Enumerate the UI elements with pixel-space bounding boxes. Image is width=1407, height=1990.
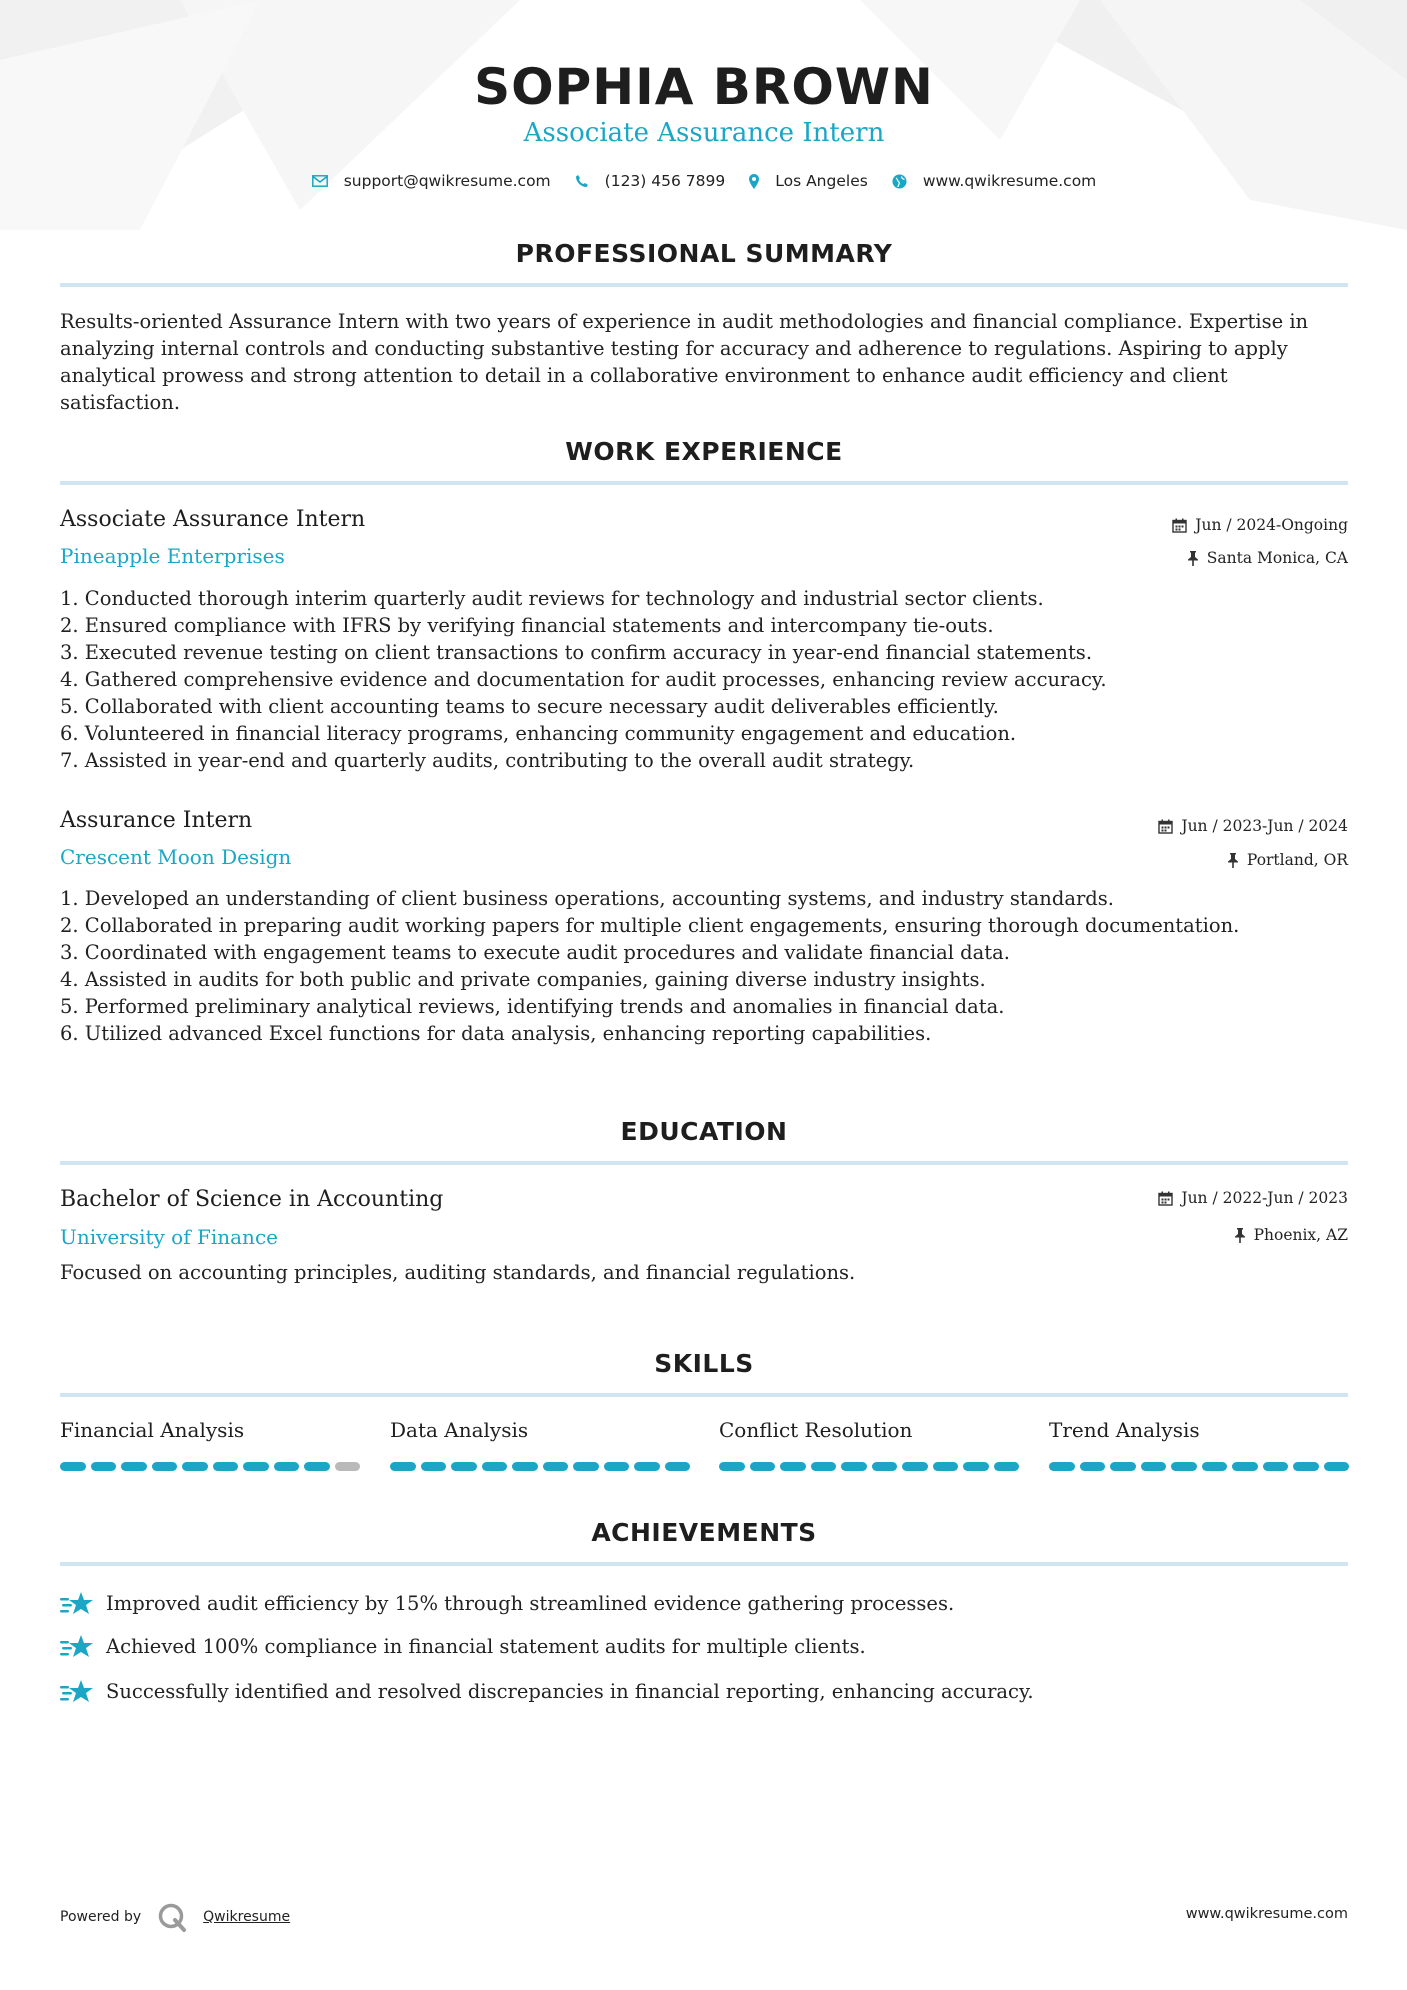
contact-location [749, 172, 868, 190]
skill-segment-filled [152, 1462, 178, 1471]
globe-icon [892, 174, 907, 189]
skill-segment-filled [1232, 1462, 1258, 1471]
skill-segment-filled [1171, 1462, 1197, 1471]
job-bullets [60, 585, 1348, 774]
skill-segment-filled [963, 1462, 989, 1471]
skill-segment-filled [451, 1462, 477, 1471]
skill-item [719, 1418, 1019, 1471]
list-item: 2. Ensured compliance with IFRS by verifying financial statements and intercompany tie-outs. [60, 614, 994, 637]
skill-segment-filled [121, 1462, 147, 1471]
skill-segment-filled [811, 1462, 837, 1471]
skill-segment-filled [1324, 1462, 1350, 1471]
job-dates: Jun / 2024-Ongoing [1172, 516, 1348, 534]
skills-heading: SKILLS [654, 1349, 754, 1378]
experience-divider [60, 481, 1348, 485]
achievement-item [60, 1677, 1034, 1705]
skill-segment-filled [1202, 1462, 1228, 1471]
skill-name: Financial Analysis [60, 1418, 245, 1442]
list-item: 4. Gathered comprehensive evidence and documentation for audit processes, enhancing review accuracy. [60, 668, 1107, 691]
candidate-name: SOPHIA BROWN [474, 58, 934, 116]
phone-icon [575, 174, 589, 188]
website-text: www.qwikresume.com [922, 172, 1097, 190]
job-dates: Jun / 2023-Jun / 2024 [1158, 817, 1348, 835]
skill-segment-filled [604, 1462, 630, 1471]
skill-segment-filled [91, 1462, 117, 1471]
shooting-star-icon [60, 1589, 94, 1617]
skill-segment-filled [60, 1462, 86, 1471]
skill-segment-empty [335, 1462, 361, 1471]
list-item: 3. Executed revenue testing on client transactions to confirm accuracy in year-end financial statements. [60, 641, 1093, 664]
achievement-item [60, 1632, 866, 1660]
job-company: Pineapple Enterprises [60, 544, 285, 568]
list-item: 4. Assisted in audits for both public and private companies, gaining diverse industry insights. [60, 968, 986, 991]
skill-level-bar [390, 1462, 690, 1471]
skill-item [390, 1418, 690, 1471]
calendar-icon [1158, 819, 1173, 834]
qwikresume-link[interactable]: Qwikresume [203, 1909, 291, 1925]
calendar-icon [1158, 1191, 1173, 1206]
skill-segment-filled [182, 1462, 208, 1471]
list-item: 1. Developed an understanding of client business operations, accounting systems, and industry standards. [60, 887, 1114, 910]
achievement-text: Successfully identified and resolved discrepancies in financial reporting, enhancing accuracy. [106, 1679, 1034, 1703]
pin-icon [1234, 1228, 1246, 1243]
list-item: 2. Collaborated in preparing audit working papers for multiple client engagements, ensuring thorough documentation. [60, 914, 1240, 937]
education-divider [60, 1161, 1348, 1165]
skill-item [60, 1418, 360, 1471]
shooting-star-icon [60, 1677, 94, 1705]
skill-segment-filled [1110, 1462, 1136, 1471]
job-location: Portland, OR [1227, 851, 1348, 869]
skill-segment-filled [213, 1462, 239, 1471]
skill-name: Trend Analysis [1049, 1418, 1200, 1442]
skill-segment-filled [902, 1462, 928, 1471]
list-item: 7. Assisted in year-end and quarterly audits, contributing to the overall audit strategy. [60, 749, 915, 772]
summary-text: Results-oriented Assurance Intern with two years of experience in audit methodologies and financial compliance. Expertise in analyzing internal controls and conducting substantive testing for accuracy and adherence to regulations. Aspiring to apply analytical prowess and strong attention to detail in a collaborative environment to enhance audit efficiency and client satisfaction. [60, 310, 1309, 414]
candidate-role: Associate Assurance Intern [523, 118, 885, 148]
skill-segment-filled [482, 1462, 508, 1471]
skill-level-bar [1049, 1462, 1349, 1471]
list-item: 5. Collaborated with client accounting teams to secure necessary audit deliverables efficiently. [60, 695, 999, 718]
contact-website[interactable] [892, 172, 1096, 190]
skill-segment-filled [1049, 1462, 1075, 1471]
calendar-icon [1172, 518, 1187, 533]
achievement-item [60, 1589, 954, 1617]
contact-email[interactable] [312, 172, 551, 190]
education-description: Focused on accounting principles, auditing standards, and financial regulations. [60, 1261, 856, 1284]
contact-bar [60, 172, 1348, 190]
achievement-text: Achieved 100% compliance in financial statement audits for multiple clients. [106, 1634, 866, 1658]
list-item: 5. Performed preliminary analytical reviews, identifying trends and anomalies in financial data. [60, 995, 1005, 1018]
skill-segment-filled [933, 1462, 959, 1471]
map-marker-icon [749, 174, 759, 189]
skill-segment-filled [750, 1462, 776, 1471]
powered-by-label: Powered by [60, 1909, 142, 1925]
summary-divider [60, 283, 1348, 287]
phone-text: (123) 456 7899 [604, 172, 726, 190]
achievements-heading: ACHIEVEMENTS [591, 1518, 817, 1547]
skill-level-bar [60, 1462, 360, 1471]
achievements-divider [60, 1562, 1348, 1566]
education-location: Phoenix, AZ [1234, 1226, 1348, 1244]
skill-segment-filled [719, 1462, 745, 1471]
skill-segment-filled [1263, 1462, 1289, 1471]
job-title: Assurance Intern [60, 808, 253, 833]
skill-name: Data Analysis [390, 1418, 529, 1442]
skill-segment-filled [573, 1462, 599, 1471]
job-company: Crescent Moon Design [60, 845, 292, 869]
school-name: University of Finance [60, 1225, 278, 1249]
skill-segment-filled [304, 1462, 330, 1471]
skill-segment-filled [1141, 1462, 1167, 1471]
job-title: Associate Assurance Intern [60, 507, 366, 532]
skill-segment-filled [390, 1462, 416, 1471]
skill-segment-filled [1293, 1462, 1319, 1471]
contact-phone[interactable] [575, 172, 726, 190]
skills-divider [60, 1393, 1348, 1397]
skill-segment-filled [421, 1462, 447, 1471]
skill-segment-filled [872, 1462, 898, 1471]
skill-segment-filled [994, 1462, 1020, 1471]
skill-segment-filled [1080, 1462, 1106, 1471]
education-dates: Jun / 2022-Jun / 2023 [1158, 1189, 1348, 1207]
education-heading: EDUCATION [620, 1117, 788, 1146]
skill-segment-filled [634, 1462, 660, 1471]
skill-segment-filled [780, 1462, 806, 1471]
summary-heading: PROFESSIONAL SUMMARY [515, 239, 893, 268]
shooting-star-icon [60, 1632, 94, 1660]
skill-segment-filled [512, 1462, 538, 1471]
envelope-icon [312, 175, 328, 187]
list-item: 6. Utilized advanced Excel functions for data analysis, enhancing reporting capabilities. [60, 1022, 932, 1045]
degree-title: Bachelor of Science in Accounting [60, 1187, 444, 1212]
job-bullets [60, 885, 1348, 1047]
job-location: Santa Monica, CA [1187, 549, 1348, 567]
footer-website[interactable]: www.qwikresume.com [1185, 1906, 1348, 1922]
experience-heading: WORK EXPERIENCE [565, 437, 843, 466]
skill-segment-filled [665, 1462, 691, 1471]
skill-item [1049, 1418, 1349, 1471]
email-text: support@qwikresume.com [343, 172, 551, 190]
list-item: 3. Coordinated with engagement teams to execute audit procedures and validate financial data. [60, 941, 1010, 964]
list-item: 1. Conducted thorough interim quarterly audit reviews for technology and industrial sector clients. [60, 587, 1044, 610]
skill-segment-filled [243, 1462, 269, 1471]
location-text: Los Angeles [775, 172, 868, 190]
skill-segment-filled [543, 1462, 569, 1471]
skill-segment-filled [274, 1462, 300, 1471]
footer-powered-by [60, 1902, 290, 1932]
skill-name: Conflict Resolution [719, 1418, 913, 1442]
qwikresume-logo-icon [157, 1902, 187, 1932]
skill-segment-filled [841, 1462, 867, 1471]
pin-icon [1227, 853, 1239, 868]
pin-icon [1187, 551, 1199, 566]
achievement-text: Improved audit efficiency by 15% through streamlined evidence gathering processes. [106, 1591, 955, 1615]
list-item: 6. Volunteered in financial literacy programs, enhancing community engagement and education. [60, 722, 1017, 745]
skill-level-bar [719, 1462, 1019, 1471]
